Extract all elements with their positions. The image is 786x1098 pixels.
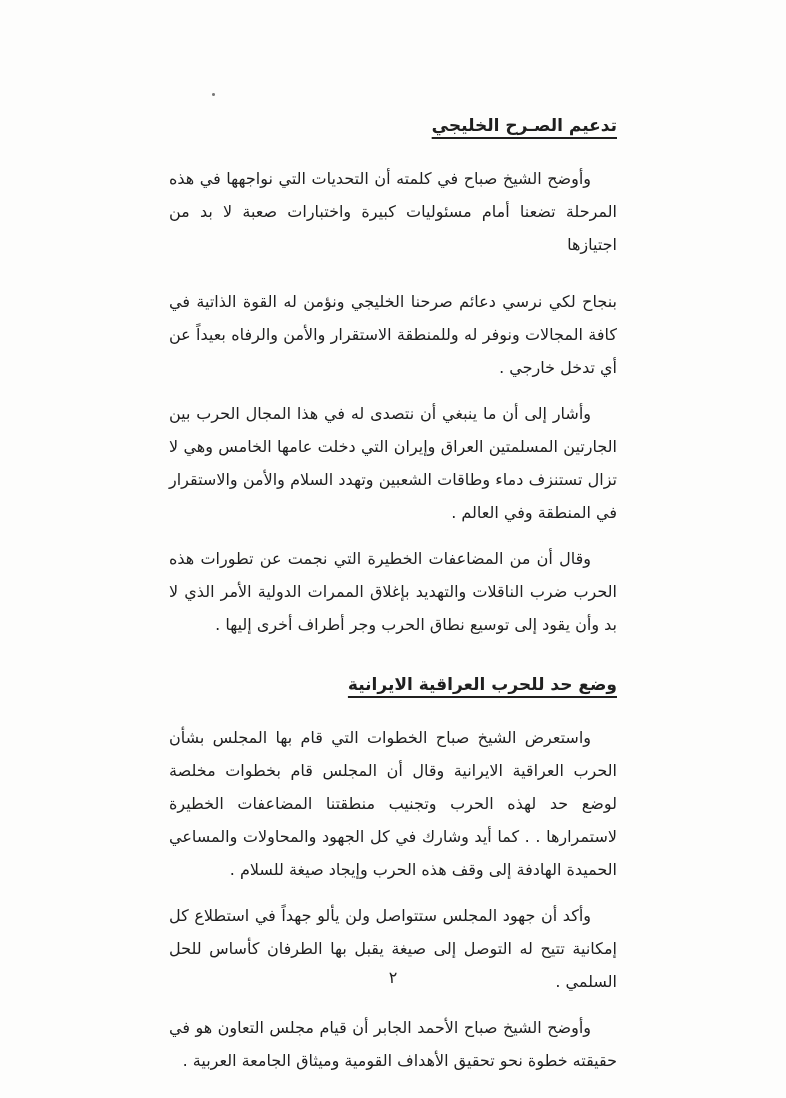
section-gulf-edifice — [169, 116, 617, 641]
section-iraq-iran-war — [169, 675, 617, 1077]
section-heading-gulf-edifice: تدعيم الصـرح الخليجي — [431, 116, 617, 136]
page-number: ٢ — [388, 968, 398, 987]
paragraph: وأكد أن جهود المجلس ستتواصل ولن يألو جهداً في استطلاع كل إمكانية تتيح له التوصل إلى صيغة يقبل بها الطرفان كأساس للحل السلمي . — [169, 906, 617, 991]
paragraph: بنجاح لكي نرسي دعائم صرحنا الخليجي ونؤمن له القوة الذاتية في كافة المجالات ونوفر له وللمنطقة الاستقرار والأمن والرفاه بعيداً عن أي تدخل خارجي . — [169, 292, 617, 377]
document-page — [169, 0, 617, 1077]
section-heading-iraq-iran-war: وضع حد للحرب العراقية الايرانية — [347, 675, 617, 695]
paragraph: وأوضح الشيخ صباح الأحمد الجابر أن قيام مجلس التعاون هو في حقيقته خطوة نحو تحقيق الأهداف القومية وميثاق الجامعة العربية . — [169, 1018, 617, 1070]
paragraph: وأشار إلى أن ما ينبغي أن نتصدى له في هذا المجال الحرب بين الجارتين المسلمتين العراق وإيران التي دخلت عامها الخامس وهي لا تزال تستنزف دماء وطاقات الشعبين وتهدد السلام والأمن والاستقرار في المنطقة وفي العالم . — [169, 404, 617, 522]
paragraph: وقال أن من المضاعفات الخطيرة التي نجمت عن تطورات هذه الحرب ضرب الناقلات والتهديد بإغلاق الممرات الدولية الأمر الذي لا بد وأن يقود إلى توسيع نطاق الحرب وجر أطراف أخرى إليها . — [169, 549, 617, 634]
paragraph: واستعرض الشيخ صباح الخطوات التي قام بها المجلس بشأن الحرب العراقية الايرانية وقال أن المجلس قام بخطوات مخلصة لوضع حد لهذه الحرب وتجنيب منطقتنا المضاعفات الخطيرة لاستمرارها . . كما أيد وشارك في كل الجهود والمحاولات والمساعي الحميدة الهادفة إلى وقف هذه الحرب وإيجاد صيغة للسلام . — [169, 728, 617, 879]
paragraph: وأوضح الشيخ صباح في كلمته أن التحديات التي نواجهها في هذه المرحلة تضعنا أمام مسئوليات كبيرة واختبارات صعبة لا بد من اجتيازها — [169, 169, 617, 254]
